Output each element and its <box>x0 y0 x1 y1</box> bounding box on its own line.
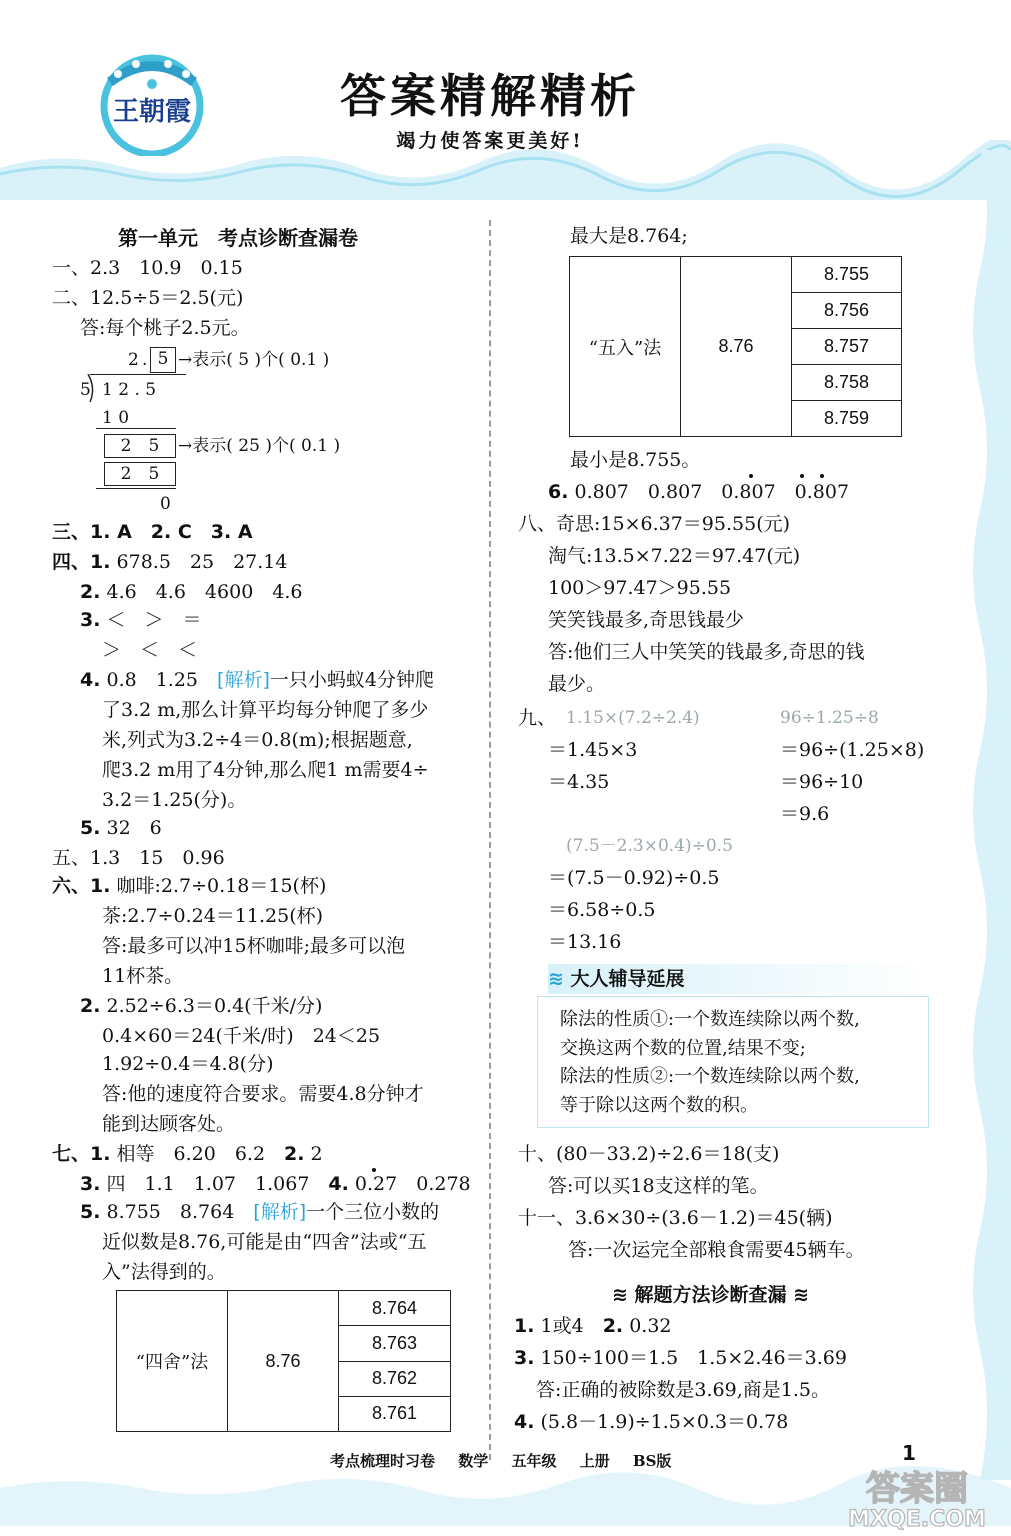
calc-step: ＝96÷10 <box>780 771 864 793</box>
answer-line: 能到达顾客处。 <box>102 1113 236 1135</box>
answer-line: 十一、3.6×30÷(3.6－1.2)＝45(辆) <box>518 1207 833 1229</box>
rounding-table-wuru <box>569 256 902 437</box>
tip-line: 除法的性质②:一个数连续除以两个数, <box>560 1066 860 1087</box>
answer-line: 最大是8.764; <box>570 225 688 247</box>
answer-line: 最小是8.755。 <box>570 449 701 471</box>
answer-line: 七、1. 相等 6.20 6.2 2. 2 <box>52 1143 323 1165</box>
tip-line: 除法的性质①:一个数连续除以两个数, <box>560 1009 860 1030</box>
calc-step: ＝96÷(1.25×8) <box>780 739 925 761</box>
watermark-url: MXQE.COM <box>848 1507 986 1532</box>
division-rule <box>96 428 176 429</box>
answer-line: 3. ＜ ＞ ＝ <box>80 609 202 631</box>
calc-question: (7.5－2.3×0.4)÷0.5 <box>566 836 733 856</box>
answer-line: 六、1. 咖啡:2.7÷0.18＝15(杯) <box>52 875 327 897</box>
answer-line: 1. 1或4 2. 0.32 <box>514 1315 672 1337</box>
answer-line: 最少。 <box>548 673 606 695</box>
answer-line: 答:一次运完全部粮食需要45辆车。 <box>568 1239 865 1261</box>
tip-header: ≋ 大人辅导延展 <box>548 964 928 994</box>
answer-line: 了3.2 m,那么计算平均每分钟爬了多少 <box>102 699 429 721</box>
answer-line: 答:正确的被除数是3.69,商是1.5。 <box>536 1379 830 1401</box>
repeating-dot <box>820 474 824 478</box>
analysis-tag: [解析] <box>217 669 270 691</box>
publisher-logo <box>96 52 208 156</box>
calc-step: ＝(7.5－0.92)÷0.5 <box>548 867 720 889</box>
answer-line: 3. 150÷100＝1.5 1.5×2.46＝3.69 <box>514 1347 847 1369</box>
answer-line: ＞ ＜ ＜ <box>102 639 198 661</box>
answer-line: 米,列式为3.2÷4＝0.8(m);根据题意, <box>102 729 413 751</box>
logo-text: 王朝霞 <box>112 97 192 127</box>
answer-line: 近似数是8.76,可能是由“四舍”法或“五 <box>102 1231 427 1253</box>
division-note: →表示( 25 )个( 0.1 ) <box>178 436 341 456</box>
tip-line: 等于除以这两个数的积。 <box>560 1095 758 1116</box>
table-cell: 8.755 <box>792 257 902 293</box>
division-box: 2 5 <box>104 462 176 486</box>
calc-step: ＝13.16 <box>548 931 622 953</box>
division-remainder: 0 <box>160 494 171 514</box>
answer-line: 一、2.3 10.9 0.15 <box>52 257 243 279</box>
table-cell: 8.759 <box>792 401 902 437</box>
answer-line: 3.2＝1.25(分)。 <box>102 789 247 811</box>
table-cell: 8.761 <box>339 1396 451 1431</box>
answer-line: 四、1. 678.5 25 27.14 <box>52 551 288 573</box>
page-subtitle: 竭力使答案更美好! <box>396 130 584 152</box>
answer-line: 6. 0.807 0.807 0.807 0.807 <box>548 481 850 503</box>
answer-line: 3. 四 1.1 1.07 1.067 4. 0.27 0.278 <box>80 1173 471 1195</box>
division-bracket <box>86 374 98 404</box>
answer-line: 爬3.2 m用了4分钟,那么爬1 m需要4÷ <box>102 759 429 781</box>
rounding-table-sishe <box>116 1290 451 1432</box>
table-cell: 8.756 <box>792 293 902 329</box>
divisor: 5 <box>80 380 91 400</box>
table-cell: 8.763 <box>339 1326 451 1361</box>
table-approx: 8.76 <box>228 1291 339 1432</box>
table-method: “四舍”法 <box>117 1291 228 1432</box>
dividend: 1 2 . 5 <box>102 380 157 400</box>
answer-line: 0.4×60＝24(千米/时) 24＜25 <box>102 1025 381 1047</box>
table-cell: 8.757 <box>792 329 902 365</box>
calc-step: ＝9.6 <box>780 803 830 825</box>
calc-step: ＝1.45×3 <box>548 739 638 761</box>
division-box: 2 5 <box>104 434 176 458</box>
answer-line: 二、12.5÷5＝2.5(元) <box>52 287 244 309</box>
tip-line: 交换这两个数的位置,结果不变; <box>560 1038 806 1059</box>
footer-text: 考点梳理时习卷 数学 五年级 上册 BS版 <box>330 1452 672 1470</box>
wave-icon: ≋ <box>548 968 564 990</box>
method-section-title: ≋ 解题方法诊断查漏 ≋ <box>612 1284 810 1306</box>
answer-line: 4. 0.8 1.25 [解析]一只小蚂蚁4分钟爬 <box>80 669 434 691</box>
answer-line: 答:他的速度符合要求。需要4.8分钟才 <box>102 1083 424 1105</box>
answer-line: 4. (5.8－1.9)÷1.5×0.3＝0.78 <box>514 1411 789 1433</box>
calc-step: ＝6.58÷0.5 <box>548 899 656 921</box>
section-head: 九、 <box>518 707 557 729</box>
watermark-text: 答案圈 <box>866 1469 968 1509</box>
answer-line: 三、1. A 2. C 3. A <box>52 521 253 543</box>
answer-line: 5. 8.755 8.764 [解析]一个三位小数的 <box>80 1201 440 1223</box>
answer-line: 十、(80－33.2)÷2.6＝18(支) <box>518 1143 780 1165</box>
quotient-int: 2 <box>128 350 139 370</box>
repeating-dot <box>749 474 753 478</box>
right-edge-wave-decoration <box>960 150 1011 1480</box>
repeating-dot <box>372 1168 376 1172</box>
page-number: 1 <box>902 1441 916 1465</box>
table-method: “五入”法 <box>570 257 681 437</box>
division-rule <box>96 488 176 489</box>
answer-line: 2. 2.52÷6.3＝0.4(千米/分) <box>80 995 323 1017</box>
answer-line: 八、奇思:15×6.37＝95.55(元) <box>518 513 791 535</box>
answer-line: 答:可以买18支这样的笔。 <box>548 1175 769 1197</box>
watermark-logo <box>832 1462 1002 1532</box>
division-note: →表示( 5 )个( 0.1 ) <box>178 350 330 370</box>
unit-title: 第一单元 考点诊断查漏卷 <box>118 226 358 250</box>
quotient-box: 5 <box>150 347 176 373</box>
table-cell: 8.762 <box>339 1361 451 1396</box>
answer-line: 5. 32 6 <box>80 817 162 839</box>
answer-line: 五、1.3 15 0.96 <box>52 847 225 869</box>
answer-line: 100＞97.47＞95.55 <box>548 577 732 599</box>
answer-line: 入”法得到的。 <box>102 1261 226 1283</box>
calc-step: ＝4.35 <box>548 771 610 793</box>
repeating-dot <box>800 474 804 478</box>
division-step: 1 0 <box>102 408 130 428</box>
answer-line: 答:他们三人中笑笑的钱最多,奇思的钱 <box>548 641 865 663</box>
answer-line: 笑笑钱最多,奇思钱最少 <box>548 609 745 631</box>
quotient-dot: . <box>142 350 148 370</box>
answer-line: 茶:2.7÷0.24＝11.25(杯) <box>102 905 324 927</box>
answer-line: 答:每个桃子2.5元。 <box>80 317 250 339</box>
analysis-tag: [解析] <box>253 1201 307 1223</box>
calc-question: 96÷1.25÷8 <box>780 708 879 728</box>
answer-line: 1.92÷0.4＝4.8(分) <box>102 1053 274 1075</box>
answer-line: 淘气:13.5×7.22＝97.47(元) <box>548 545 801 567</box>
page-title: 答案精解精析 <box>340 69 640 123</box>
answer-line: 2. 4.6 4.6 4600 4.6 <box>80 581 303 603</box>
table-cell: 8.764 <box>339 1291 451 1326</box>
table-cell: 8.758 <box>792 365 902 401</box>
table-approx: 8.76 <box>681 257 792 437</box>
answer-line: 答:最多可以冲15杯咖啡;最多可以泡 <box>102 935 405 957</box>
division-bar <box>90 374 186 375</box>
column-divider <box>489 220 491 1460</box>
calc-question: 1.15×(7.2÷2.4) <box>566 708 700 728</box>
answer-line: 11杯茶。 <box>102 965 184 987</box>
